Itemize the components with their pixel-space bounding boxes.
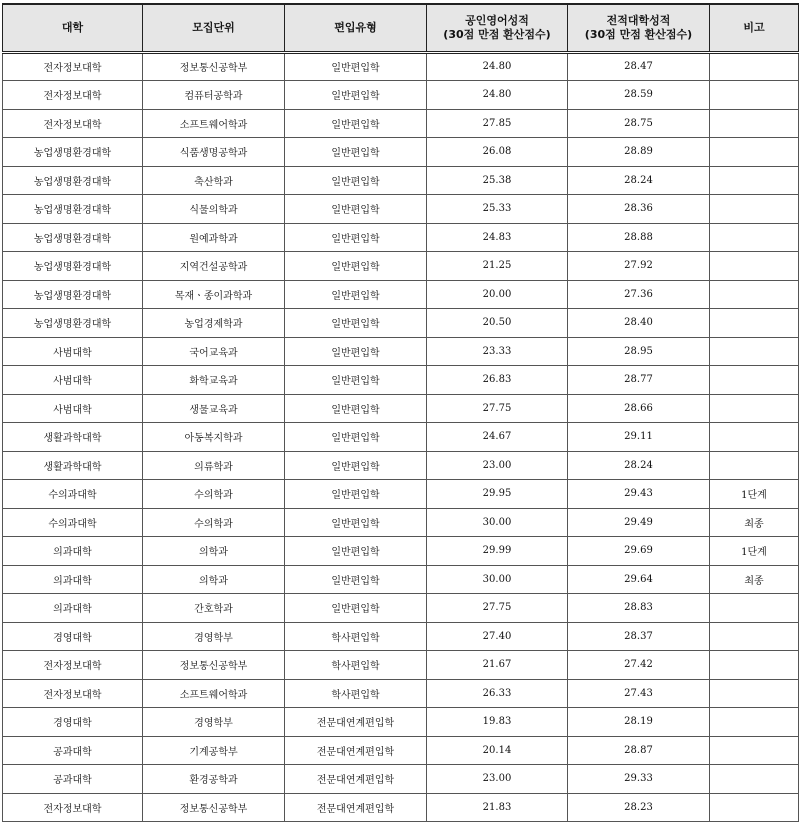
cell-gpa-score: 28.24 [568, 451, 710, 480]
cell-gpa-score: 28.19 [568, 708, 710, 737]
cell-english-score: 27.75 [427, 394, 568, 423]
table-row [3, 223, 799, 252]
cell-department: 의학과 [143, 537, 285, 566]
cell-gpa-score: 28.77 [568, 366, 710, 395]
table-row [3, 394, 799, 423]
cell-university: 전자정보대학 [3, 793, 143, 822]
cell-transfer-type: 일반편입학 [285, 565, 427, 594]
table-row [3, 508, 799, 537]
cell-gpa-score: 27.36 [568, 280, 710, 309]
cell-transfer-type: 일반편입학 [285, 223, 427, 252]
table-row [3, 594, 799, 623]
cell-transfer-type: 일반편입학 [285, 252, 427, 281]
cell-note: 1단계 [710, 480, 799, 509]
cell-english-score: 30.00 [427, 565, 568, 594]
table-row [3, 480, 799, 509]
cell-university: 공과대학 [3, 736, 143, 765]
cell-english-score: 23.00 [427, 451, 568, 480]
cell-transfer-type: 일반편입학 [285, 337, 427, 366]
cell-note [710, 622, 799, 651]
cell-gpa-score: 28.36 [568, 195, 710, 224]
cell-note [710, 52, 799, 81]
cell-university: 경영대학 [3, 708, 143, 737]
cell-transfer-type: 일반편입학 [285, 166, 427, 195]
cell-note [710, 423, 799, 452]
cell-transfer-type: 전문대연계편입학 [285, 736, 427, 765]
table-row [3, 451, 799, 480]
cell-department: 목재ㆍ종이과학과 [143, 280, 285, 309]
cell-department: 경영학부 [143, 622, 285, 651]
cell-university: 경영대학 [3, 622, 143, 651]
cell-department: 간호학과 [143, 594, 285, 623]
cell-transfer-type: 일반편입학 [285, 508, 427, 537]
cell-note [710, 765, 799, 794]
cell-transfer-type: 일반편입학 [285, 394, 427, 423]
cell-department: 지역건설공학과 [143, 252, 285, 281]
cell-university: 수의과대학 [3, 508, 143, 537]
cell-english-score: 20.14 [427, 736, 568, 765]
table-row [3, 679, 799, 708]
table-body [3, 52, 799, 822]
cell-english-score: 21.83 [427, 793, 568, 822]
cell-note: 최종 [710, 565, 799, 594]
cell-department: 원예과학과 [143, 223, 285, 252]
table-row [3, 52, 799, 81]
cell-gpa-score: 29.43 [568, 480, 710, 509]
cell-university: 농업생명환경대학 [3, 195, 143, 224]
cell-note [710, 309, 799, 338]
table-row [3, 423, 799, 452]
cell-gpa-score: 28.89 [568, 138, 710, 167]
cell-department: 식물의학과 [143, 195, 285, 224]
cell-english-score: 21.67 [427, 651, 568, 680]
transfer-score-table [2, 3, 799, 822]
cell-gpa-score: 27.92 [568, 252, 710, 281]
cell-department: 아동복지학과 [143, 423, 285, 452]
cell-department: 농업경제학과 [143, 309, 285, 338]
cell-gpa-score: 28.83 [568, 594, 710, 623]
header-english-score-subtitle: (30점 만점 환산점수) [443, 27, 551, 41]
table-row [3, 651, 799, 680]
cell-university: 전자정보대학 [3, 52, 143, 81]
cell-note [710, 679, 799, 708]
cell-university: 생활과학대학 [3, 423, 143, 452]
cell-department: 수의학과 [143, 480, 285, 509]
cell-english-score: 27.75 [427, 594, 568, 623]
cell-transfer-type: 학사편입학 [285, 651, 427, 680]
cell-transfer-type: 일반편입학 [285, 537, 427, 566]
cell-transfer-type: 일반편입학 [285, 195, 427, 224]
cell-university: 공과대학 [3, 765, 143, 794]
cell-department: 기계공학부 [143, 736, 285, 765]
cell-university: 전자정보대학 [3, 81, 143, 110]
cell-gpa-score: 28.23 [568, 793, 710, 822]
cell-transfer-type: 일반편입학 [285, 594, 427, 623]
table-row [3, 366, 799, 395]
cell-transfer-type: 일반편입학 [285, 280, 427, 309]
table-row [3, 337, 799, 366]
header-gpa-score [568, 4, 710, 52]
cell-note [710, 394, 799, 423]
cell-note: 최종 [710, 508, 799, 537]
header-english-score [427, 4, 568, 52]
cell-department: 소프트웨어학과 [143, 109, 285, 138]
cell-english-score: 25.38 [427, 166, 568, 195]
cell-note [710, 138, 799, 167]
table-row [3, 252, 799, 281]
cell-university: 농업생명환경대학 [3, 138, 143, 167]
cell-note [710, 793, 799, 822]
cell-university: 사범대학 [3, 394, 143, 423]
cell-english-score: 23.33 [427, 337, 568, 366]
cell-university: 농업생명환경대학 [3, 252, 143, 281]
cell-university: 의과대학 [3, 537, 143, 566]
cell-university: 전자정보대학 [3, 679, 143, 708]
cell-department: 의류학과 [143, 451, 285, 480]
cell-department: 정보통신공학부 [143, 651, 285, 680]
table-row [3, 195, 799, 224]
cell-transfer-type: 일반편입학 [285, 109, 427, 138]
cell-english-score: 23.00 [427, 765, 568, 794]
cell-gpa-score: 28.40 [568, 309, 710, 338]
cell-transfer-type: 전문대연계편입학 [285, 708, 427, 737]
cell-gpa-score: 28.47 [568, 52, 710, 81]
cell-university: 농업생명환경대학 [3, 223, 143, 252]
table-row [3, 280, 799, 309]
cell-gpa-score: 28.88 [568, 223, 710, 252]
cell-university: 전자정보대학 [3, 109, 143, 138]
cell-gpa-score: 28.75 [568, 109, 710, 138]
table-row [3, 166, 799, 195]
cell-department: 정보통신공학부 [143, 793, 285, 822]
cell-department: 의학과 [143, 565, 285, 594]
cell-department: 화학교육과 [143, 366, 285, 395]
cell-english-score: 29.99 [427, 537, 568, 566]
cell-university: 사범대학 [3, 366, 143, 395]
header-gpa-score-title: 전적대학성적 [606, 13, 671, 27]
cell-english-score: 24.80 [427, 81, 568, 110]
table-row [3, 537, 799, 566]
cell-gpa-score: 29.64 [568, 565, 710, 594]
cell-gpa-score: 27.42 [568, 651, 710, 680]
cell-department: 생물교육과 [143, 394, 285, 423]
cell-university: 농업생명환경대학 [3, 309, 143, 338]
cell-gpa-score: 28.37 [568, 622, 710, 651]
cell-transfer-type: 일반편입학 [285, 309, 427, 338]
cell-note [710, 337, 799, 366]
cell-gpa-score: 29.11 [568, 423, 710, 452]
cell-english-score: 30.00 [427, 508, 568, 537]
cell-department: 축산학과 [143, 166, 285, 195]
cell-transfer-type: 학사편입학 [285, 679, 427, 708]
cell-english-score: 27.85 [427, 109, 568, 138]
cell-note: 1단계 [710, 537, 799, 566]
cell-department: 수의학과 [143, 508, 285, 537]
cell-gpa-score: 28.66 [568, 394, 710, 423]
cell-english-score: 29.95 [427, 480, 568, 509]
header-note: 비고 [710, 4, 799, 52]
cell-transfer-type: 학사편입학 [285, 622, 427, 651]
cell-university: 사범대학 [3, 337, 143, 366]
header-row [3, 4, 799, 52]
cell-english-score: 26.08 [427, 138, 568, 167]
cell-university: 생활과학대학 [3, 451, 143, 480]
cell-english-score: 25.33 [427, 195, 568, 224]
cell-university: 농업생명환경대학 [3, 280, 143, 309]
header-transfer-type: 편입유형 [285, 4, 427, 52]
cell-note [710, 451, 799, 480]
table-row [3, 793, 799, 822]
table-header [3, 4, 799, 52]
cell-note [710, 109, 799, 138]
cell-note [710, 594, 799, 623]
cell-transfer-type: 전문대연계편입학 [285, 793, 427, 822]
table-row [3, 138, 799, 167]
table-row [3, 708, 799, 737]
cell-transfer-type: 전문대연계편입학 [285, 765, 427, 794]
table-row [3, 109, 799, 138]
cell-gpa-score: 29.69 [568, 537, 710, 566]
cell-university: 수의과대학 [3, 480, 143, 509]
cell-department: 환경공학과 [143, 765, 285, 794]
cell-department: 소프트웨어학과 [143, 679, 285, 708]
cell-note [710, 366, 799, 395]
cell-transfer-type: 일반편입학 [285, 480, 427, 509]
cell-english-score: 26.33 [427, 679, 568, 708]
cell-note [710, 736, 799, 765]
cell-transfer-type: 일반편입학 [285, 138, 427, 167]
cell-english-score: 27.40 [427, 622, 568, 651]
cell-note [710, 708, 799, 737]
cell-english-score: 26.83 [427, 366, 568, 395]
cell-transfer-type: 일반편입학 [285, 451, 427, 480]
cell-note [710, 651, 799, 680]
cell-transfer-type: 일반편입학 [285, 81, 427, 110]
cell-english-score: 24.80 [427, 52, 568, 81]
cell-english-score: 24.67 [427, 423, 568, 452]
cell-gpa-score: 29.33 [568, 765, 710, 794]
header-english-score-title: 공인영어성적 [465, 13, 529, 27]
cell-transfer-type: 일반편입학 [285, 366, 427, 395]
cell-gpa-score: 28.24 [568, 166, 710, 195]
header-department: 모집단위 [143, 4, 285, 52]
cell-department: 정보통신공학부 [143, 52, 285, 81]
cell-english-score: 24.83 [427, 223, 568, 252]
cell-note [710, 223, 799, 252]
cell-note [710, 81, 799, 110]
cell-department: 경영학부 [143, 708, 285, 737]
cell-english-score: 21.25 [427, 252, 568, 281]
cell-gpa-score: 27.43 [568, 679, 710, 708]
cell-gpa-score: 28.87 [568, 736, 710, 765]
table-row [3, 765, 799, 794]
cell-university: 의과대학 [3, 565, 143, 594]
cell-note [710, 166, 799, 195]
table-row [3, 622, 799, 651]
cell-university: 의과대학 [3, 594, 143, 623]
table-row [3, 309, 799, 338]
cell-gpa-score: 28.59 [568, 81, 710, 110]
cell-university: 농업생명환경대학 [3, 166, 143, 195]
table-row [3, 81, 799, 110]
cell-gpa-score: 29.49 [568, 508, 710, 537]
header-university: 대학 [3, 4, 143, 52]
cell-department: 식품생명공학과 [143, 138, 285, 167]
cell-note [710, 252, 799, 281]
cell-transfer-type: 일반편입학 [285, 423, 427, 452]
cell-gpa-score: 28.95 [568, 337, 710, 366]
cell-department: 국어교육과 [143, 337, 285, 366]
cell-note [710, 280, 799, 309]
cell-english-score: 20.00 [427, 280, 568, 309]
header-gpa-score-subtitle: (30점 만점 환산점수) [584, 27, 693, 41]
table-row [3, 565, 799, 594]
cell-university: 전자정보대학 [3, 651, 143, 680]
table-row [3, 736, 799, 765]
cell-department: 컴퓨터공학과 [143, 81, 285, 110]
cell-transfer-type: 일반편입학 [285, 52, 427, 81]
cell-note [710, 195, 799, 224]
cell-english-score: 19.83 [427, 708, 568, 737]
cell-english-score: 20.50 [427, 309, 568, 338]
